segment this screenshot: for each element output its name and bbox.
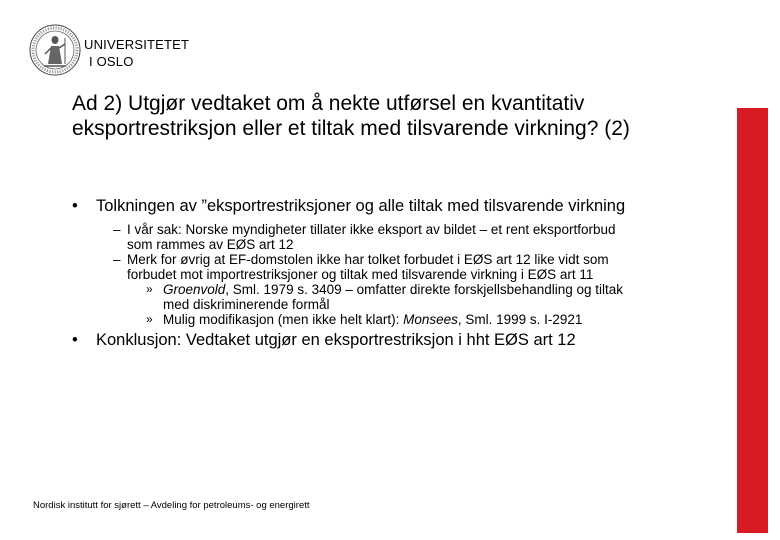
bullet-icon: • <box>72 331 78 349</box>
footer-text: Nordisk institutt for sjørett – Avdeling for petroleums- og energirett <box>33 500 310 511</box>
sub-bullet-text: I vår sak: Norske myndigheter tillater ikke eksport av bildet – et rent eksportforbud som rammes av EØS art 12 <box>127 222 616 252</box>
case-name: Groenvold <box>163 282 226 297</box>
bullet-icon: • <box>72 197 78 215</box>
raquo-icon: » <box>146 312 153 326</box>
slide-title: Ad 2) Utgjør vedtaket om å nekte utførsel en kvantitativ eksportrestriksjon eller et tiltak med tilsvarende virkning? (2) <box>72 92 630 140</box>
sub-sub-bullet-text: Mulig modifikasjon (men ikke helt klart): <box>163 312 404 327</box>
raquo-icon: » <box>146 282 153 296</box>
bullet-item <box>72 331 632 350</box>
accent-red-bar <box>737 108 768 533</box>
dash-icon: – <box>113 222 121 237</box>
institution-line1: UNIVERSITETET <box>84 37 190 52</box>
dash-icon: – <box>113 252 121 267</box>
sub-sub-bullet-item <box>72 312 632 327</box>
sub-sub-bullet-item <box>72 282 632 312</box>
sub-bullet-item <box>72 252 632 282</box>
university-seal-logo <box>28 20 82 80</box>
institution-name <box>84 36 189 70</box>
case-name: Monsees <box>403 312 458 327</box>
bullet-item <box>72 197 632 216</box>
institution-line2: I OSLO <box>89 54 134 69</box>
sub-bullet-text: Merk for øvrig at EF-domstolen ikke har tolket forbudet i EØS art 12 like vidt som forbudet mot importrestriksjoner og tiltak med tilsvarende virkning i EØS art 11 <box>127 252 609 282</box>
sub-sub-bullet-text: , Sml. 1999 s. I-2921 <box>457 312 583 327</box>
slide-body <box>72 197 632 356</box>
sub-bullet-item <box>72 222 632 252</box>
bullet-text: Tolkningen av ”eksportrestriksjoner og alle tiltak med tilsvarende virkning <box>96 197 626 215</box>
sub-sub-bullet-text: , Sml. 1979 s. 3409 – omfatter direkte forskjellsbehandling og tiltak med diskriminerende formål <box>163 282 624 312</box>
bullet-text: Konklusjon: Vedtaket utgjør en eksportrestriksjon i hht EØS art 12 <box>96 331 576 349</box>
